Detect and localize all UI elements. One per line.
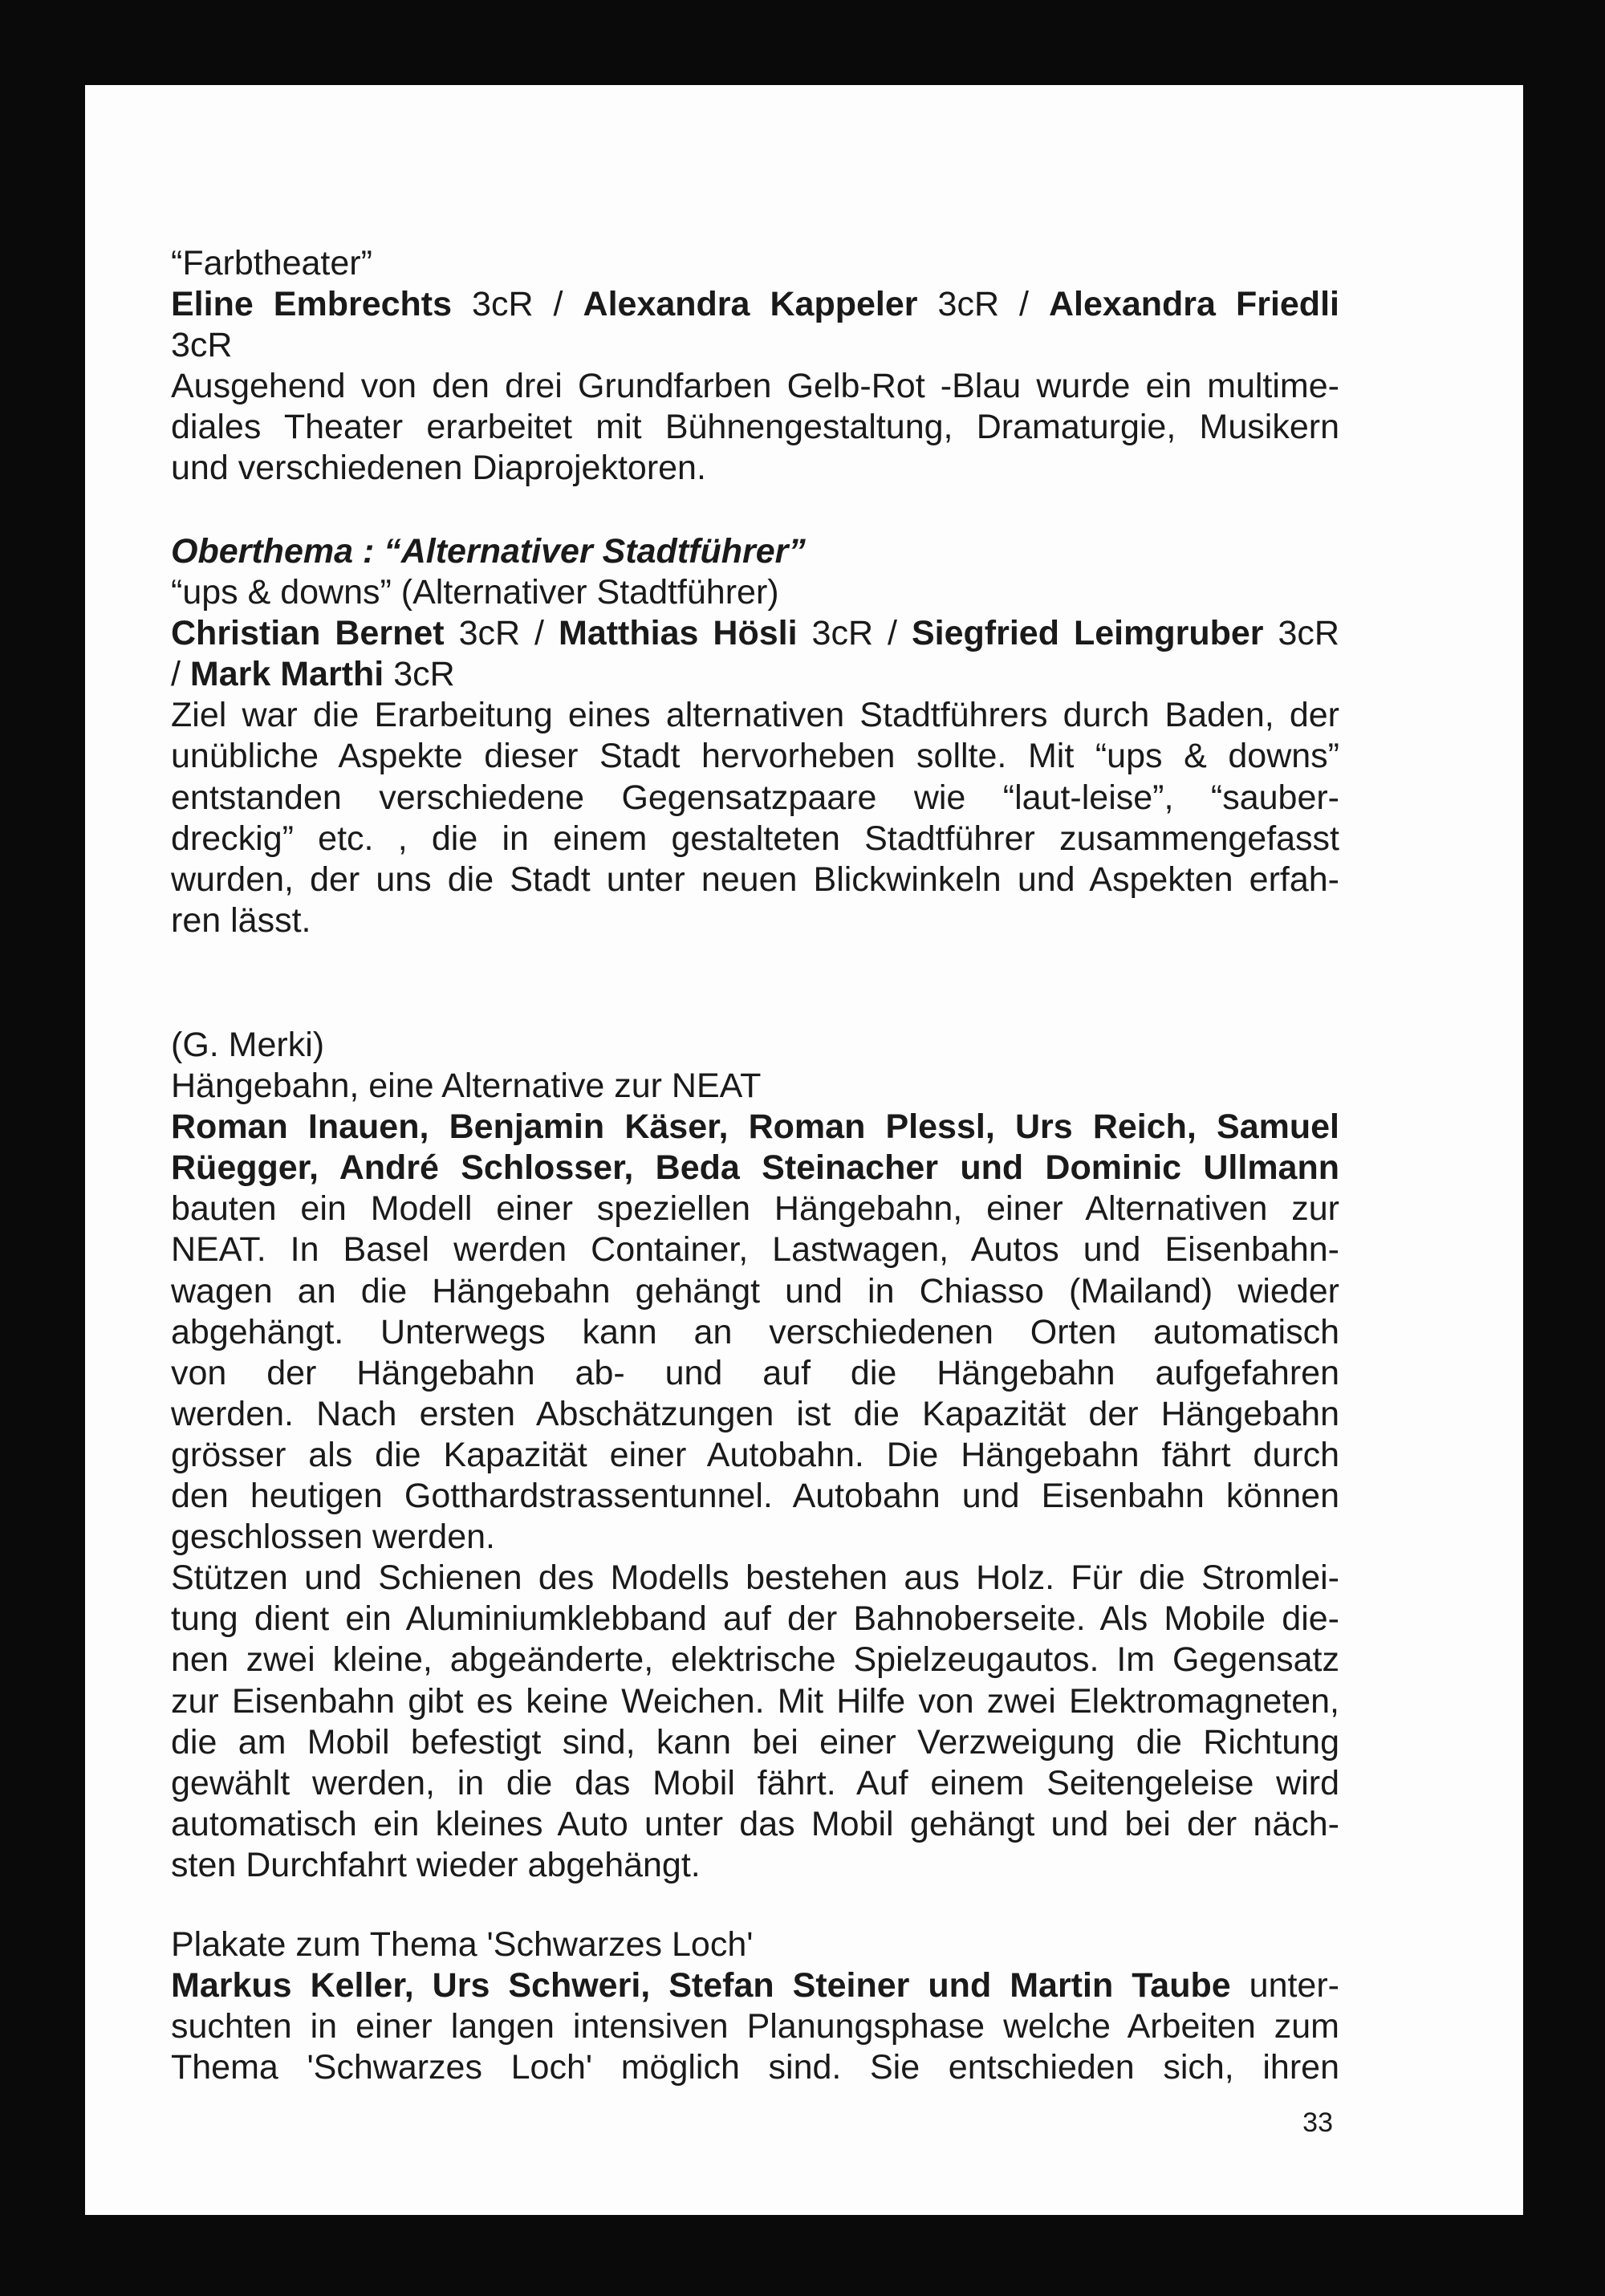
body-text: Thema 'Schwarzes Loch' möglich sind. Sie entschieden sich, ihren <box>171 2048 1339 2087</box>
text-line <box>171 407 1339 448</box>
body-text: (G. Merki) <box>171 1026 325 1064</box>
text-line <box>171 2006 1339 2047</box>
text-line <box>171 531 1339 572</box>
body-text: unübliche Aspekte dieser Stadt hervorheben sollte. Mit “ups & downs” <box>171 737 1339 776</box>
text-line <box>171 900 1339 941</box>
emphasized-text: Roman Inauen, Benjamin Käser, Roman Plessl, Urs Reich, Samuel <box>171 1107 1339 1147</box>
body-text: gewählt werden, in die das Mobil fährt. Auf einem Seitengeleise wird <box>171 1763 1339 1802</box>
text-line <box>171 1394 1339 1435</box>
text-line <box>171 572 1339 613</box>
text-line <box>171 1845 1339 1886</box>
text-line <box>171 778 1339 819</box>
body-text: entstanden verschiedene Gegensatzpaare wie “laut-leise”, “sauber- <box>171 778 1339 817</box>
body-text: unter- <box>1230 1966 1339 2005</box>
document-page <box>85 85 1523 2215</box>
text-line <box>171 695 1339 736</box>
text-line <box>171 1435 1339 1476</box>
body-text: suchten in einer langen intensiven Planungsphase welche Arbeiten zum <box>171 2007 1339 2046</box>
emphasized-text: Markus Keller, Urs Schweri, Stefan Steiner und Martin Taube <box>171 1966 1231 2005</box>
emphasized-text: Matthias Hösli <box>559 614 798 653</box>
text-line <box>171 1681 1339 1722</box>
emphasized-text: Oberthema : “Alternativer Stadtführer” <box>171 532 806 571</box>
body-text: Ausgehend von den drei Grundfarben Gelb-Rot -Blau wurde ein multime- <box>171 367 1339 406</box>
text-line <box>171 1476 1339 1517</box>
text-line <box>171 448 1339 489</box>
body-text: sten Durchfahrt wieder abgehängt. <box>171 1845 701 1884</box>
text-line <box>171 243 1339 284</box>
body-text: die am Mobil befestigt sind, kann bei einer Verzweigung die Richtung <box>171 1722 1339 1762</box>
body-text: 3cR / <box>444 614 559 653</box>
emphasized-text: Alexandra Friedli <box>1049 285 1339 324</box>
body-text: den heutigen Gotthardstrassentunnel. Autobahn und Eisenbahn können <box>171 1477 1339 1516</box>
text-line <box>171 736 1339 777</box>
emphasized-text: Mark Marthi <box>189 655 384 694</box>
body-text: Hängebahn, eine Alternative zur NEAT <box>171 1067 762 1106</box>
body-text: ren lässt. <box>171 900 311 940</box>
section-schwarzes-loch <box>171 1924 1339 2088</box>
text-line <box>171 613 1339 654</box>
body-text: und verschiedenen Diaprojektoren. <box>171 449 706 488</box>
body-text: automatisch ein kleines Auto unter das Mobil gehängt und bei der näch- <box>171 1804 1339 1843</box>
body-text: 3cR / <box>797 614 912 653</box>
body-text: werden. Nach ersten Abschätzungen ist die Kapazität der Hängebahn <box>171 1394 1339 1433</box>
emphasized-text: Eline Embrechts <box>171 285 453 324</box>
text-line <box>171 1271 1339 1312</box>
body-text: 3cR <box>171 326 233 365</box>
body-text: NEAT. In Basel werden Container, Lastwagen, Autos und Eisenbahn- <box>171 1230 1339 1270</box>
text-line <box>171 325 1339 366</box>
body-text: 3cR <box>384 655 455 694</box>
text-line <box>171 1599 1339 1640</box>
text-line <box>171 1763 1339 1804</box>
body-text: nen zwei kleine, abgeänderte, elektrische Spielzeugautos. Im Gegensatz <box>171 1640 1339 1680</box>
text-line <box>171 859 1339 900</box>
text-line <box>171 1107 1339 1148</box>
text-line <box>171 1722 1339 1763</box>
body-text: / <box>171 655 190 694</box>
body-text: “Farbtheater” <box>171 244 372 282</box>
body-text: Stützen und Schienen des Modells bestehen aus Holz. Für die Stromlei- <box>171 1558 1339 1598</box>
text-line <box>171 1148 1339 1189</box>
body-text: wagen an die Hängebahn gehängt und in Chiasso (Mailand) wieder <box>171 1271 1339 1311</box>
body-text: dreckig” etc. , die in einem gestalteten Stadtführer zusammengefasst <box>171 819 1339 858</box>
emphasized-text: Alexandra Kappeler <box>583 285 918 324</box>
page-number: 33 <box>1302 2107 1333 2138</box>
body-text: Ziel war die Erarbeitung eines alternativen Stadtführers durch Baden, der <box>171 696 1339 735</box>
text-line <box>171 654 1339 695</box>
body-text: tung dient ein Aluminiumklebband auf der Bahnoberseite. Als Mobile die- <box>171 1599 1339 1639</box>
body-text: 3cR / <box>452 285 583 324</box>
body-text: von der Hängebahn ab- und auf die Hängebahn aufgefahren <box>171 1353 1339 1392</box>
body-text: zur Eisenbahn gibt es keine Weichen. Mit Hilfe von zwei Elektromagneten, <box>171 1681 1339 1721</box>
emphasized-text: Rüegger, André Schlosser, Beda Steinacher und Dominic Ullmann <box>171 1148 1339 1188</box>
section-haengebahn <box>171 1025 1339 1886</box>
emphasized-text: Siegfried Leimgruber <box>911 614 1264 653</box>
text-line <box>171 284 1339 325</box>
text-line <box>171 1558 1339 1599</box>
text-line <box>171 366 1339 407</box>
body-text: abgehängt. Unterwegs kann an verschiedenen Orten automatisch <box>171 1312 1339 1351</box>
text-line <box>171 1066 1339 1107</box>
text-line <box>171 2047 1339 2088</box>
text-line <box>171 1229 1339 1270</box>
body-text: 3cR <box>1263 614 1339 653</box>
text-line <box>171 1965 1339 2006</box>
section-alternativer-stadtfuehrer <box>171 531 1339 941</box>
text-line <box>171 1312 1339 1353</box>
text-line <box>171 1025 1339 1066</box>
text-line <box>171 1804 1339 1845</box>
text-line <box>171 1189 1339 1229</box>
body-text: bauten ein Modell einer speziellen Hängebahn, einer Alternativen zur <box>171 1189 1339 1229</box>
body-text: Plakate zum Thema 'Schwarzes Loch' <box>171 1925 754 1964</box>
emphasized-text: Christian Bernet <box>171 614 445 653</box>
text-line <box>171 1353 1339 1394</box>
body-text: diales Theater erarbeitet mit Bühnengestaltung, Dramaturgie, Musikern <box>171 408 1339 447</box>
text-line <box>171 819 1339 859</box>
text-line <box>171 1517 1339 1558</box>
body-text: grösser als die Kapazität einer Autobahn. Die Hängebahn fährt durch <box>171 1435 1339 1474</box>
body-text: geschlossen werden. <box>171 1518 495 1557</box>
body-text: “ups & downs” (Alternativer Stadtführer) <box>171 573 779 612</box>
section-farbtheater <box>171 243 1339 490</box>
body-text: wurden, der uns die Stadt unter neuen Blickwinkeln und Aspekten erfah- <box>171 859 1339 899</box>
text-line <box>171 1924 1339 1965</box>
body-text: 3cR / <box>917 285 1049 324</box>
text-line <box>171 1640 1339 1680</box>
